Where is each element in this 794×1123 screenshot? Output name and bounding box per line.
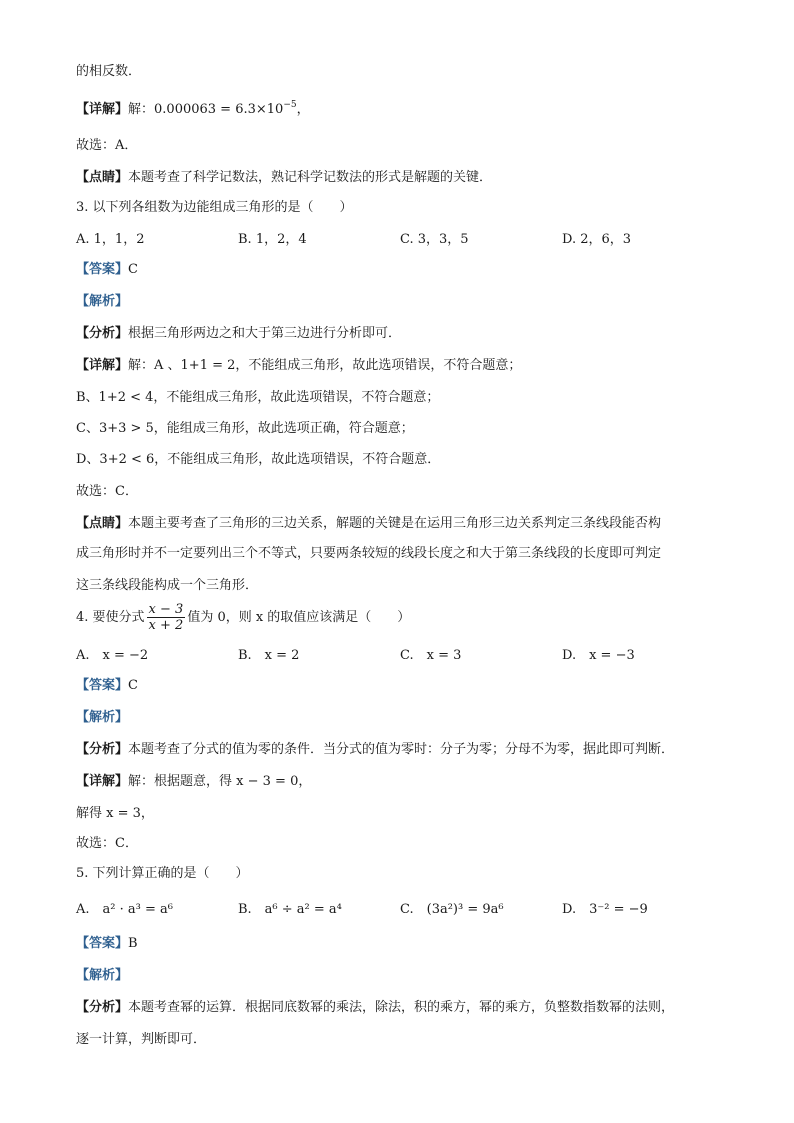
q3-line-d: D、3+2 < 6，不能组成三角形，故此选项错误，不符合题意． — [76, 452, 441, 467]
question-4-stem — [76, 602, 410, 633]
comment-tag: 【点睛】 — [76, 170, 129, 185]
fraction-numerator: x − 3 — [148, 602, 184, 617]
choose-line: 故选：A． — [76, 138, 138, 153]
answer-tag: 【答案】 — [76, 678, 129, 693]
q3-dianjing — [76, 514, 661, 534]
text-line: 的相反数． — [76, 64, 142, 79]
q4-option-b: B. x = 2 — [238, 648, 300, 663]
comment-text: 本题考查了科学记数法，熟记科学记数法的形式是解题的关键． — [128, 170, 493, 185]
answer-tag: 【答案】 — [76, 262, 129, 277]
q4-answer — [76, 676, 138, 696]
xiangjie-text: 解：A 、1+1 = 2，不能组成三角形，故此选项错误，不符合题意； — [128, 358, 522, 373]
q3-option-a: A. 1，1，2 — [76, 232, 145, 247]
question-3-stem: 3. 以下列各组数为边能组成三角形的是（ ） — [76, 200, 353, 215]
fraction-denominator: x + 2 — [148, 618, 184, 633]
fenxi-text: 本题考查幂的运算．根据同底数幂的乘法，除法，积的乘方，幂的乘方，负整数指数幂的法则， — [128, 1000, 675, 1015]
q4-option-a: A. x = −2 — [76, 648, 149, 663]
q3-option-b: B. 1，2，4 — [238, 232, 307, 247]
q4-stem-post: 值为 0，则 x 的取值应该满足（ ） — [187, 610, 411, 625]
xiangjie-tag: 【详解】 — [76, 774, 129, 789]
q5-answer — [76, 934, 138, 954]
q3-option-d: D. 2，6，3 — [562, 232, 632, 247]
fenxi-text: 本题考查了分式的值为零的条件．当分式的值为零时：分子为零；分母不为零，据此即可判断． — [128, 742, 675, 757]
fenxi-text: 根据三角形两边之和大于第三边进行分析即可． — [128, 326, 402, 341]
answer-value: C — [128, 262, 138, 277]
q3-answer — [76, 260, 138, 280]
xiangjie-tag: 【详解】 — [76, 358, 129, 373]
q5-option-d: D. 3⁻² = −9 — [562, 902, 648, 917]
q4-stem-pre: 4. 要使分式 — [76, 610, 145, 625]
q3-xiangjie — [76, 356, 521, 376]
q4-solve: 解得 x = 3， — [76, 806, 154, 821]
q3-option-c: C. 3，3，5 — [400, 232, 469, 247]
q5-fenxi — [76, 998, 674, 1018]
q3-dianjing-2: 成三角形时并不一定要列出三个不等式，只要两条较短的线段长度之和大于第三条线段的长度即可判定 — [76, 546, 662, 561]
detail-text: 解：0.000063 = 6.3×10 — [128, 102, 284, 117]
question-5-stem: 5. 下列计算正确的是（ ） — [76, 866, 249, 881]
comment-line — [76, 168, 492, 188]
q3-choose: 故选：C． — [76, 484, 138, 499]
q4-option-d: D. x = −3 — [562, 648, 635, 663]
q4-xiangjie — [76, 772, 311, 792]
detail-line — [76, 100, 310, 120]
q4-fenxi — [76, 740, 674, 760]
xiangjie-text: 解：根据题意，得 x − 3 = 0， — [128, 774, 312, 789]
q5-analysis-heading: 【解析】 — [76, 968, 129, 983]
q3-fenxi — [76, 324, 401, 344]
answer-value: C — [128, 678, 138, 693]
q4-option-c: C. x = 3 — [400, 648, 462, 663]
fenxi-tag: 【分析】 — [76, 742, 129, 757]
fraction — [147, 602, 186, 633]
dianjing-text: 本题主要考查了三角形的三边关系，解题的关键是在运用三角形三边关系判定三条线段能否构 — [128, 516, 662, 531]
q4-analysis-heading: 【解析】 — [76, 710, 129, 725]
exponent: −5 — [283, 100, 297, 110]
dianjing-tag: 【点睛】 — [76, 516, 129, 531]
q5-option-a: A. a² · a³ = a⁶ — [76, 902, 173, 917]
q3-line-c: C、3+3 > 5，能组成三角形，故此选项正确，符合题意； — [76, 421, 414, 436]
q4-choose: 故选：C． — [76, 836, 138, 851]
answer-tag: 【答案】 — [76, 936, 129, 951]
fenxi-tag: 【分析】 — [76, 1000, 129, 1015]
answer-value: B — [128, 936, 138, 951]
q3-dianjing-3: 这三条线段能构成一个三角形． — [76, 578, 259, 593]
q5-fenxi-2: 逐一计算，判断即可． — [76, 1032, 207, 1047]
detail-tag: 【详解】 — [76, 102, 129, 117]
q3-line-b: B、1+2 < 4，不能组成三角形，故此选项错误，不符合题意； — [76, 390, 440, 405]
detail-end: ， — [296, 102, 310, 117]
q5-option-b: B. a⁶ ÷ a² = a⁴ — [238, 902, 342, 917]
q3-analysis-heading: 【解析】 — [76, 294, 129, 309]
fenxi-tag: 【分析】 — [76, 326, 129, 341]
q5-option-c: C. (3a²)³ = 9a⁶ — [400, 902, 504, 917]
